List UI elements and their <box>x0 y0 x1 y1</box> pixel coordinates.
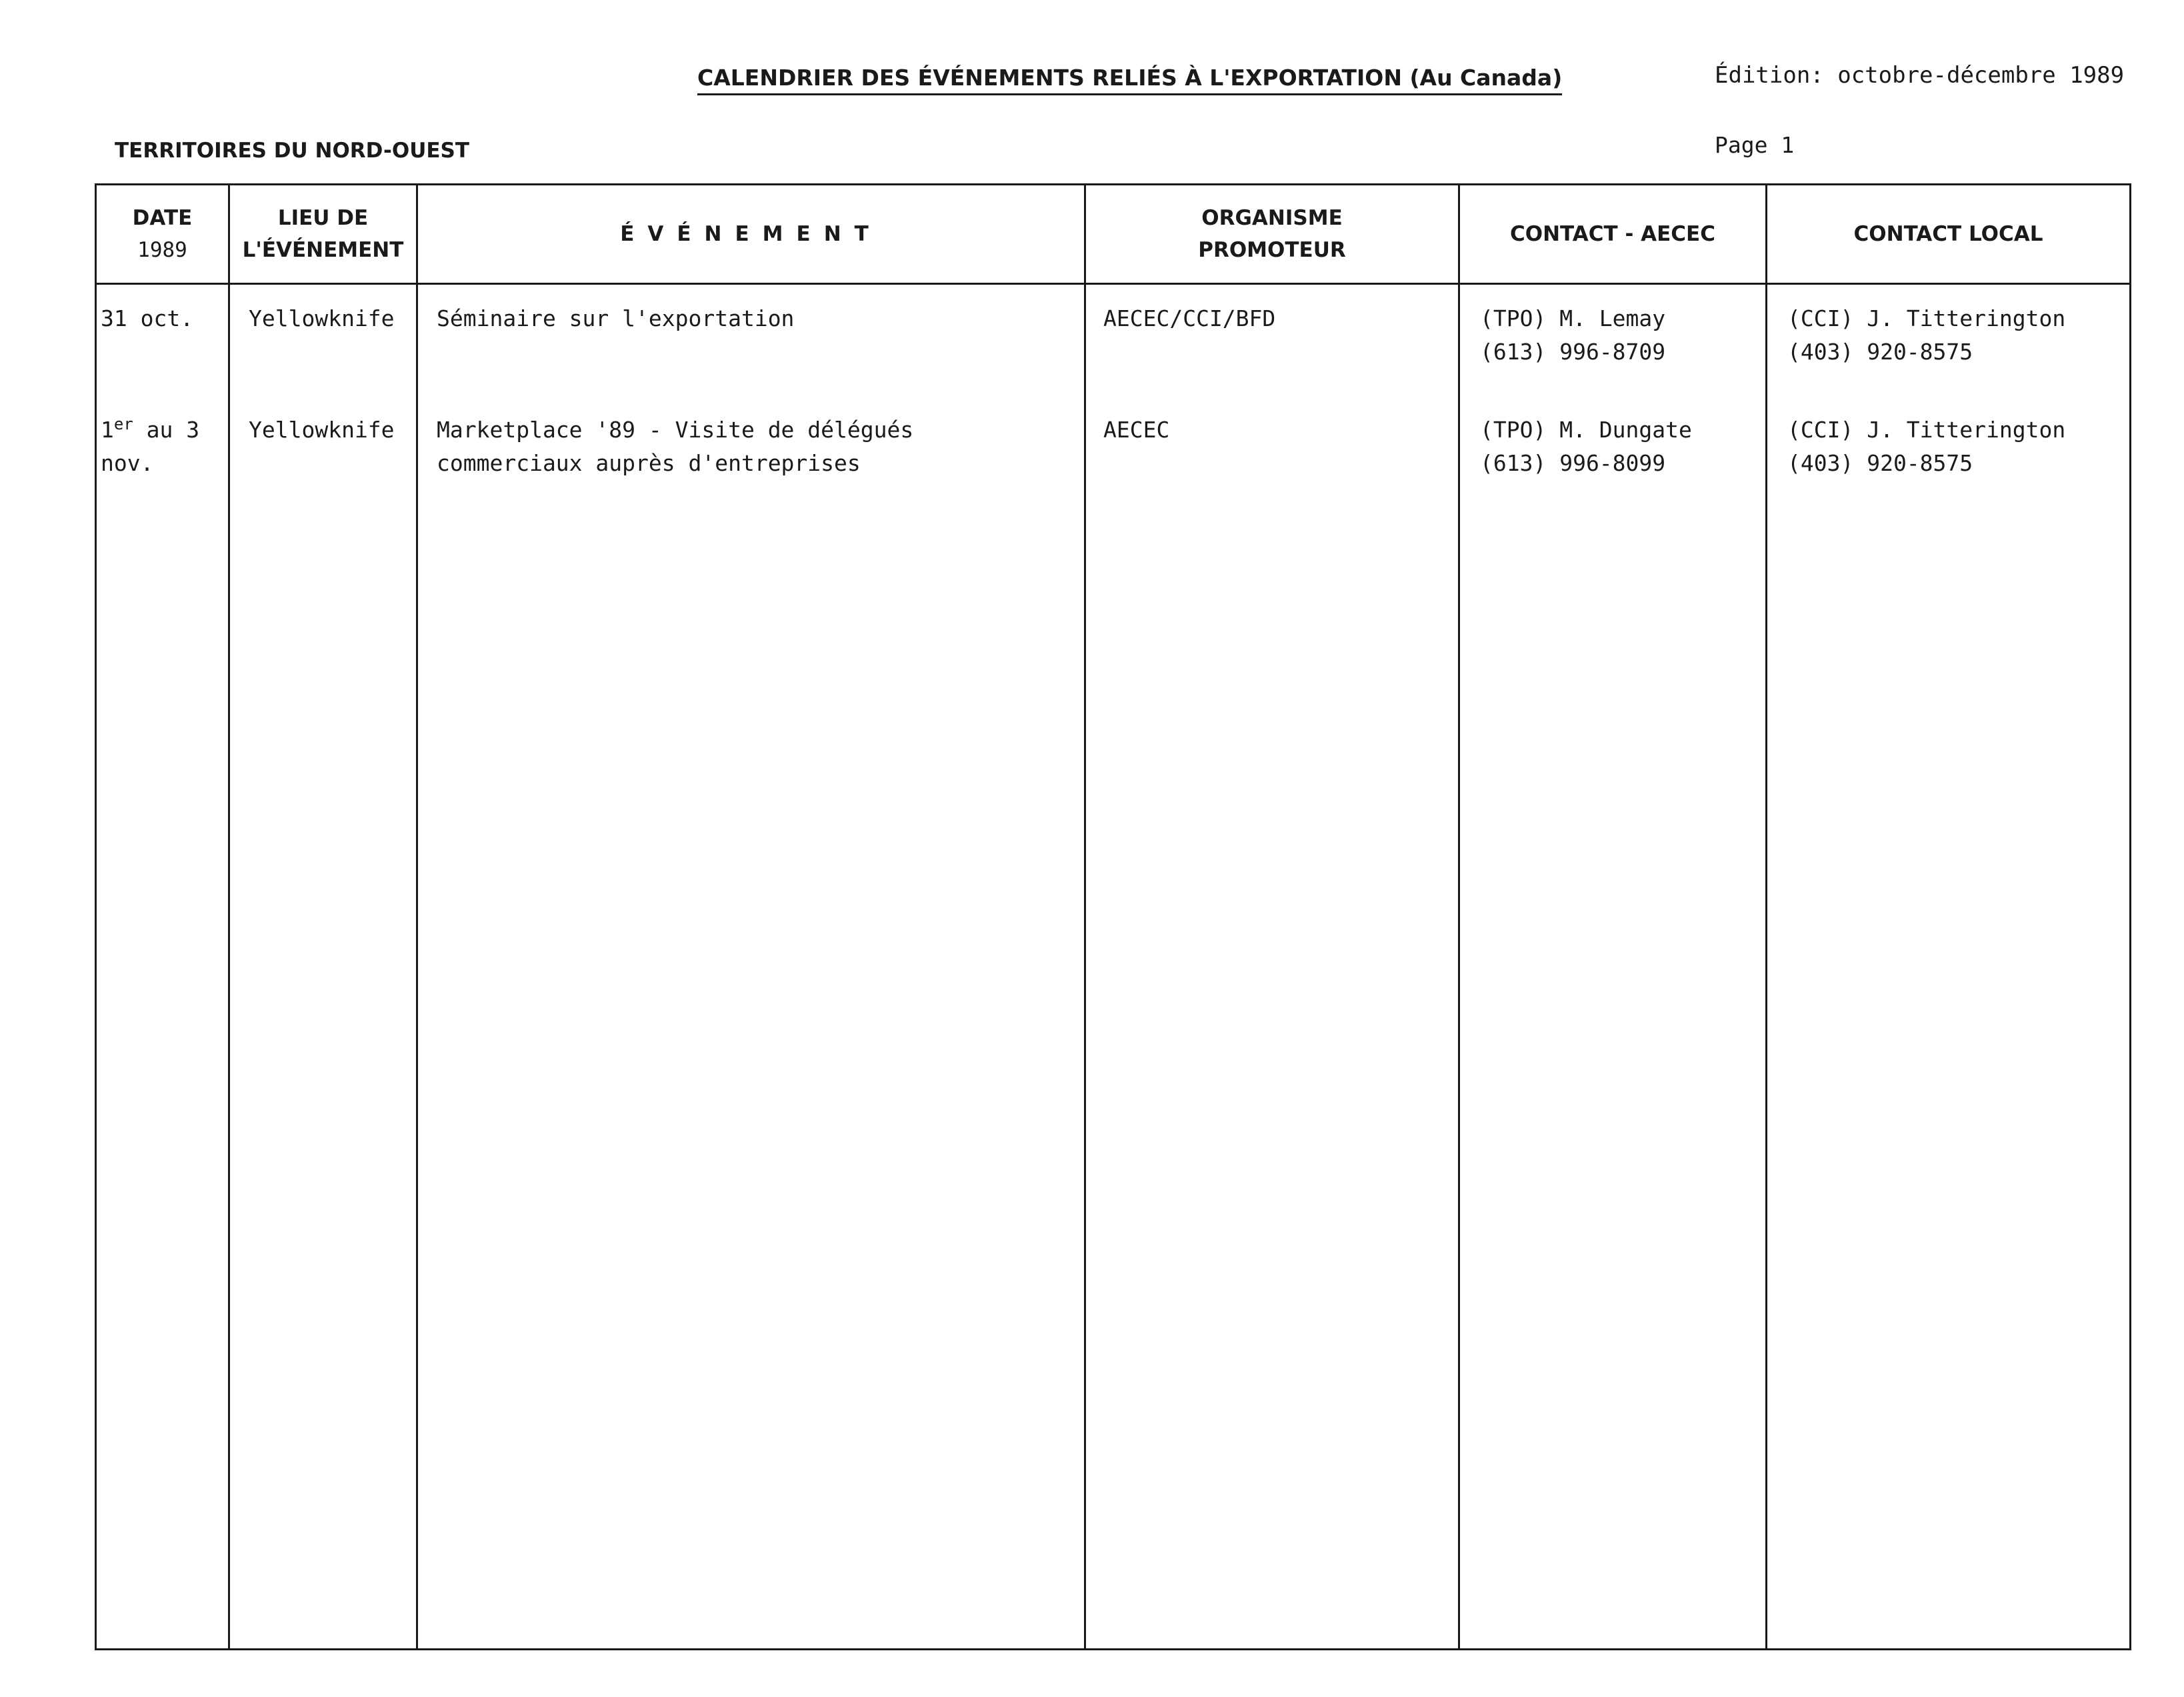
row-1-place-cell <box>229 284 417 384</box>
row-1-contact-aecec-cell <box>1459 284 1767 384</box>
column-header-contact-aecec: CONTACT - AECEC <box>1459 185 1767 284</box>
table-row <box>96 384 2131 1650</box>
row-2-local-phone: (403) 920-8575 <box>1787 449 1973 476</box>
column-header-place-line1: LIEU DE <box>277 206 369 230</box>
events-table <box>95 183 2131 1650</box>
region-heading: TERRITOIRES DU NORD-OUEST <box>115 139 470 163</box>
column-header-place-line2: L'ÉVÉNEMENT <box>242 238 404 262</box>
row-2-organizer-cell <box>1085 384 1459 1650</box>
row-2-organizer: AECEC <box>1103 416 1170 443</box>
column-header-organizer <box>1085 185 1459 284</box>
row-2-date-day: 1 <box>101 416 114 443</box>
column-header-place <box>229 185 417 284</box>
page-number: Page 1 <box>1715 132 1795 158</box>
column-header-date-year: 1989 <box>137 238 187 262</box>
row-2-aecec-phone: (613) 996-8099 <box>1480 449 1666 476</box>
row-2-event-line2: commerciaux auprès d'entreprises <box>437 449 861 476</box>
column-header-organizer-line2: PROMOTEUR <box>1198 238 1346 262</box>
column-header-date <box>96 185 229 284</box>
row-2-aecec-name: (TPO) M. Dungate <box>1480 416 1692 443</box>
edition-label: Édition: octobre-décembre 1989 <box>1715 62 2125 89</box>
row-2-contact-local-cell <box>1767 384 2131 1650</box>
table-header-row <box>96 185 2131 284</box>
column-header-event: ÉVÉNEMENT <box>417 185 1085 284</box>
column-header-contact-local: CONTACT LOCAL <box>1767 185 2131 284</box>
row-1-contact-local-cell <box>1767 284 2131 384</box>
row-2-contact-aecec-cell <box>1459 384 1767 1650</box>
row-2-event-cell <box>417 384 1085 1650</box>
table-row <box>96 284 2131 384</box>
row-1-local-phone: (403) 920-8575 <box>1787 339 1973 365</box>
document-title: CALENDRIER DES ÉVÉNEMENTS RELIÉS À L'EXPORTATION (Au Canada) <box>697 65 1562 95</box>
row-1-organizer-cell <box>1085 284 1459 384</box>
row-2-date-cell <box>96 384 229 1650</box>
row-2-event-line1: Marketplace '89 - Visite de délégués <box>437 416 914 443</box>
row-2-date-ordinal: er <box>113 414 133 433</box>
column-header-date-title: DATE <box>132 206 193 230</box>
row-1-aecec-name: (TPO) M. Lemay <box>1480 305 1666 331</box>
row-2-date <box>97 384 228 480</box>
row-1-local-name: (CCI) J. Titterington <box>1787 305 2066 331</box>
row-2-place-cell <box>229 384 417 1650</box>
row-2-place: Yellowknife <box>249 416 395 443</box>
row-1-date-cell <box>96 284 229 384</box>
row-1-aecec-phone: (613) 996-8709 <box>1480 339 1666 365</box>
row-2-local-name: (CCI) J. Titterington <box>1787 416 2066 443</box>
row-1-event: Séminaire sur l'exportation <box>437 305 795 331</box>
column-header-organizer-line1: ORGANISME <box>1201 206 1343 230</box>
row-1-event-cell <box>417 284 1085 384</box>
row-1-organizer: AECEC/CCI/BFD <box>1103 305 1276 331</box>
row-1-date: 31 oct. <box>101 305 194 331</box>
row-1-place: Yellowknife <box>249 305 395 331</box>
row-2-date-rest: au 3 nov. <box>101 416 200 476</box>
